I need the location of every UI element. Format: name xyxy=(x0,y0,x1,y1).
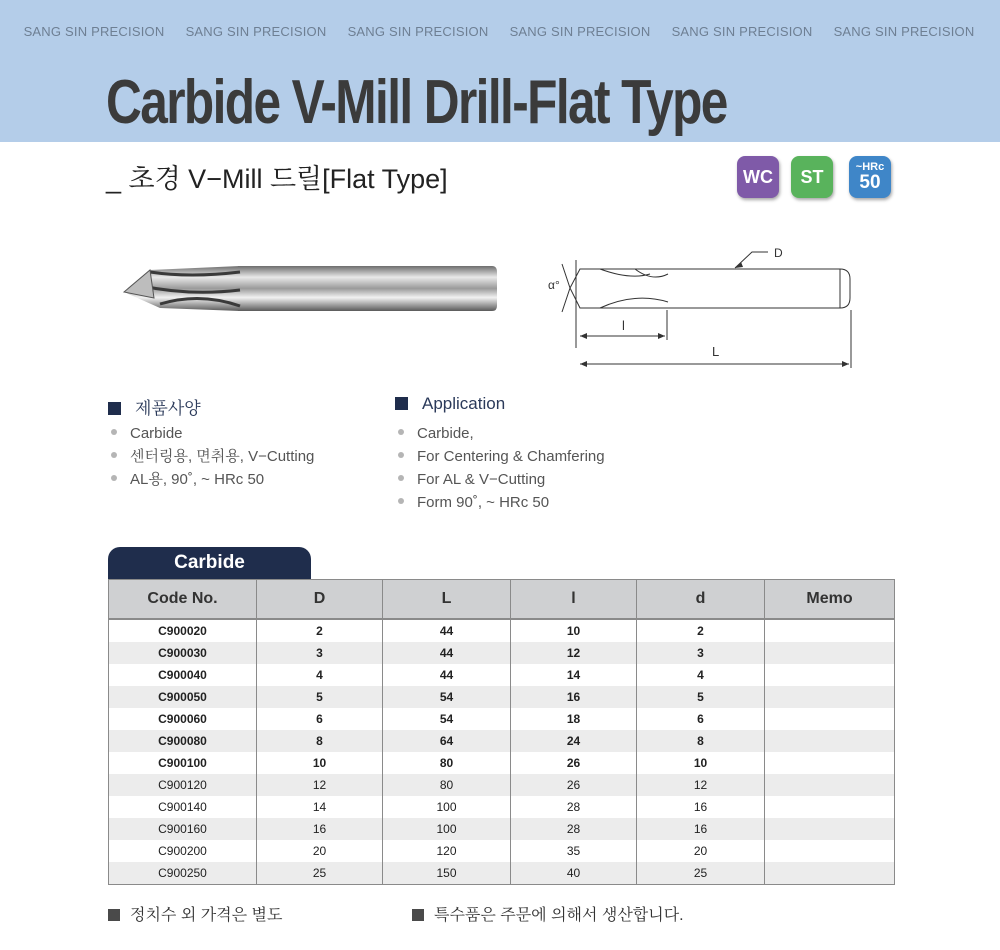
brand-text: SANG SIN PRECISION xyxy=(185,24,327,39)
list-item: For Centering & Chamfering xyxy=(395,445,605,468)
footnote-special-order: 특수품은 주문에 의해서 생산합니다. xyxy=(412,902,684,925)
table-cell: 10 xyxy=(511,619,637,642)
table-cell xyxy=(765,796,895,818)
table-cell: 80 xyxy=(383,752,511,774)
table-cell xyxy=(765,818,895,840)
table-cell: 6 xyxy=(637,708,765,730)
list-item: 센터링용, 면취용, V−Cutting xyxy=(108,445,314,468)
application-list xyxy=(395,422,605,514)
table-cell: C900040 xyxy=(109,664,257,686)
dimension-label-l-small: l xyxy=(622,318,625,333)
page-subtitle: _ 초경 V−Mill 드릴[Flat Type] xyxy=(106,164,448,194)
table-cell: 64 xyxy=(383,730,511,752)
table-cell: C900050 xyxy=(109,686,257,708)
hrc-badge-top: ~HRc xyxy=(855,161,885,173)
spec-list xyxy=(108,422,314,491)
table-cell: C900160 xyxy=(109,818,257,840)
table-cell: 54 xyxy=(383,708,511,730)
square-bullet-icon xyxy=(108,909,120,921)
table-cell: 12 xyxy=(511,642,637,664)
table-cell: 44 xyxy=(383,619,511,642)
column-header-memo: Memo xyxy=(765,580,895,620)
brand-text: SANG SIN PRECISION xyxy=(671,24,813,39)
brand-strip xyxy=(0,24,1000,42)
table-row xyxy=(109,619,895,642)
table-cell xyxy=(765,840,895,862)
table-cell: 12 xyxy=(637,774,765,796)
table-cell: 16 xyxy=(637,796,765,818)
column-header-d-small: d xyxy=(637,580,765,620)
table-cell: 44 xyxy=(383,664,511,686)
table-cell: 4 xyxy=(257,664,383,686)
table-row xyxy=(109,664,895,686)
table-cell xyxy=(765,708,895,730)
table-cell: C900080 xyxy=(109,730,257,752)
table-cell: 35 xyxy=(511,840,637,862)
table-cell: 4 xyxy=(637,664,765,686)
table-cell: 54 xyxy=(383,686,511,708)
dot-icon xyxy=(398,475,404,481)
table-cell: 16 xyxy=(511,686,637,708)
table-cell: 20 xyxy=(257,840,383,862)
table-cell: 6 xyxy=(257,708,383,730)
table-row xyxy=(109,708,895,730)
table-row xyxy=(109,796,895,818)
list-item: Carbide xyxy=(108,422,314,445)
table-cell: 16 xyxy=(257,818,383,840)
hrc-badge-number: 50 xyxy=(859,172,881,193)
table-cell: 120 xyxy=(383,840,511,862)
footnote-pricing: 정치수 외 가격은 별도 xyxy=(108,902,282,925)
wc-badge: WC xyxy=(737,156,779,198)
column-header-l: L xyxy=(383,580,511,620)
table-cell: C900060 xyxy=(109,708,257,730)
table-cell: 28 xyxy=(511,796,637,818)
dot-icon xyxy=(398,498,404,504)
table-tab-label: Carbide xyxy=(108,547,311,579)
table-row xyxy=(109,840,895,862)
table-cell: 8 xyxy=(257,730,383,752)
table-cell: C900200 xyxy=(109,840,257,862)
table-cell: 14 xyxy=(257,796,383,818)
table-cell: 18 xyxy=(511,708,637,730)
table-cell: 20 xyxy=(637,840,765,862)
table-cell xyxy=(765,686,895,708)
table-cell: 24 xyxy=(511,730,637,752)
dimension-drawing xyxy=(540,240,870,375)
spec-heading-text: 제품사양 xyxy=(135,399,201,418)
table-cell xyxy=(765,619,895,642)
table-cell: C900020 xyxy=(109,619,257,642)
table-cell xyxy=(765,774,895,796)
table-cell: 8 xyxy=(637,730,765,752)
dimension-label-alpha: α° xyxy=(548,278,560,292)
table-cell xyxy=(765,752,895,774)
table-cell: 5 xyxy=(257,686,383,708)
table-cell: 25 xyxy=(637,862,765,885)
application-heading-text: Application xyxy=(422,394,506,413)
table-cell: 44 xyxy=(383,642,511,664)
dot-icon xyxy=(111,429,117,435)
brand-text: SANG SIN PRECISION xyxy=(833,24,975,39)
table-cell: 100 xyxy=(383,796,511,818)
square-bullet-icon xyxy=(395,397,408,410)
list-item: For AL & V−Cutting xyxy=(395,468,605,491)
table-cell: 10 xyxy=(257,752,383,774)
table-cell: 2 xyxy=(257,619,383,642)
table-cell: 16 xyxy=(637,818,765,840)
table-cell: C900250 xyxy=(109,862,257,885)
table-cell xyxy=(765,642,895,664)
table-cell xyxy=(765,730,895,752)
table-row xyxy=(109,642,895,664)
table-cell: C900140 xyxy=(109,796,257,818)
brand-text: SANG SIN PRECISION xyxy=(23,24,165,39)
column-header-l-small: l xyxy=(511,580,637,620)
table-cell: 100 xyxy=(383,818,511,840)
table-cell: 12 xyxy=(257,774,383,796)
dot-icon xyxy=(111,475,117,481)
table-cell: 10 xyxy=(637,752,765,774)
table-cell: 40 xyxy=(511,862,637,885)
table-cell: 14 xyxy=(511,664,637,686)
brand-text: SANG SIN PRECISION xyxy=(509,24,651,39)
dimension-label-d: D xyxy=(774,246,783,260)
dot-icon xyxy=(111,452,117,458)
list-item: Carbide, xyxy=(395,422,605,445)
table-cell xyxy=(765,664,895,686)
table-cell: 3 xyxy=(637,642,765,664)
dot-icon xyxy=(398,429,404,435)
list-item: Form 90˚, ~ HRc 50 xyxy=(395,491,605,514)
dot-icon xyxy=(398,452,404,458)
page-title: Carbide V-Mill Drill-Flat Type xyxy=(106,68,727,137)
table-row xyxy=(109,774,895,796)
list-item: AL용, 90˚, ~ HRc 50 xyxy=(108,468,314,491)
brand-text: SANG SIN PRECISION xyxy=(347,24,489,39)
table-cell: C900100 xyxy=(109,752,257,774)
table-cell: 5 xyxy=(637,686,765,708)
product-table xyxy=(108,579,895,885)
table-cell: 28 xyxy=(511,818,637,840)
table-cell xyxy=(765,862,895,885)
dimension-label-l-big: L xyxy=(712,344,720,359)
table-row xyxy=(109,730,895,752)
square-bullet-icon xyxy=(108,402,121,415)
table-row xyxy=(109,752,895,774)
table-row xyxy=(109,862,895,885)
st-badge: ST xyxy=(791,156,833,198)
application-section-heading xyxy=(395,394,505,414)
drill-photo xyxy=(120,258,500,318)
table-row xyxy=(109,686,895,708)
column-header-d: D xyxy=(257,580,383,620)
table-cell: 2 xyxy=(637,619,765,642)
table-cell: 80 xyxy=(383,774,511,796)
table-cell: C900120 xyxy=(109,774,257,796)
table-header-row xyxy=(109,580,895,620)
table-cell: 26 xyxy=(511,774,637,796)
square-bullet-icon xyxy=(412,909,424,921)
table-body xyxy=(109,619,895,885)
column-header-code: Code No. xyxy=(109,580,257,620)
table-cell: C900030 xyxy=(109,642,257,664)
table-cell: 3 xyxy=(257,642,383,664)
table-cell: 25 xyxy=(257,862,383,885)
table-cell: 26 xyxy=(511,752,637,774)
spec-section-heading xyxy=(108,394,201,419)
hrc-badge xyxy=(849,156,891,198)
table-cell: 150 xyxy=(383,862,511,885)
table-row xyxy=(109,818,895,840)
